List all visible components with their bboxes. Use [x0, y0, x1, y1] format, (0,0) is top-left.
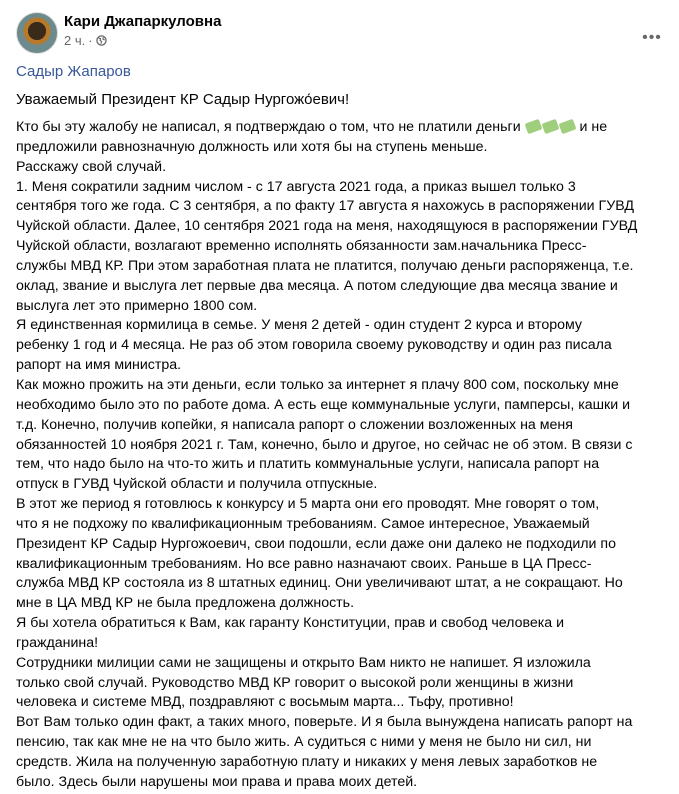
meta-separator: · — [88, 33, 93, 48]
post-line: тем, что надо было на что-то жить и платить коммунальные услуги, написала рапорт на — [16, 456, 600, 473]
post-line: рапорт на имя министра. — [16, 357, 182, 374]
post-line: ребенку 1 год и 4 месяца. Не раз об этом говорила своему руководству и один раз писала — [16, 337, 612, 354]
post-line: Расскажу свой случай. — [16, 158, 167, 175]
post-line — [16, 118, 637, 138]
post-text: и не — [575, 119, 608, 135]
post-line: средств. Жила на полученную заработную плату и никаких у меня левых заработков не — [16, 754, 598, 770]
post-time[interactable]: 2 ч. — [64, 33, 86, 48]
post-line: Президент КР Садыр Нургожоевич, свои подошли, если даже они далеко не подходили по — [16, 535, 617, 552]
post-line: квалификационным требованиям. Но все равно назначают своих. Раньше в ЦА Пресс- — [16, 555, 592, 572]
post-line: пенсию, так как мне не на что было жить. А судиться с ними у меня не было ни сил, ни — [16, 734, 592, 751]
post-line: Я единственная кормилица в семье. У меня 2 детей - один студент 2 курса и второму — [16, 317, 583, 334]
post-meta — [64, 33, 107, 48]
post-line: человека и системе МВД, поздравляют с восьмым марта... Тьфу, противно! — [16, 694, 514, 711]
post-line: Сотрудники милиции сами не защищены и открыто Вам никто не напишет. Я изложила — [16, 654, 591, 671]
post-line: В этот же период я готовлюсь к конкурсу и 5 марта они его проводят. Мне говорят о том, — [16, 496, 600, 513]
post-line: Чуйской области, возлагают временно исполнять обязанности зам.начальника Пресс- — [16, 238, 587, 255]
post-line: гражданина! — [16, 634, 99, 651]
post-line: Как можно прожить на эти деньги, если только за интернет я плачу 800 сом, поскольку мне — [16, 376, 619, 393]
post-line: предложили равнозначную должность или хотя бы на ступень меньше. — [16, 138, 488, 155]
post-line: выслуга лет это примерно 1800 сом. — [16, 297, 258, 314]
post-line: обязанностей 10 ноября 2021 г. Там, конечно, было и другое, но сейчас не об этом. В связи с — [16, 436, 633, 453]
post-line: т.д. Конечно, получив копейки, я написала рапорт о сложении возложенных на меня — [16, 416, 573, 433]
post-line: 1. Меня сократили задним числом - с 17 августа 2021 года, а приказ вышел только 3 — [16, 178, 576, 195]
post-line: служба МВД КР состояла из 8 штатных единиц. Они увеличивают штат, а не сокращают. Но — [16, 575, 623, 592]
post-line: службы МВД КР. При этом заработная плата не платится, получаю деньги распоряженца, т.е. — [16, 257, 634, 274]
post-salutation: Уважаемый Президент КР Садыр Нургожо́евич! — [16, 91, 350, 108]
post-line: только свой случай. Руководство МВД КР говорит о высокой роли женщины в жизни — [16, 674, 574, 691]
post-line: Я бы хотела обратиться к Вам, как гаранту Конституции, прав и свобод человека и — [16, 615, 565, 632]
globe-icon[interactable] — [96, 35, 107, 46]
post-line: отпуск в ГУВД Чуйской области и получила отпускные. — [16, 476, 378, 493]
post-line: Вот Вам только один факт, а таких много, поверьте. И я была вынуждена написать рапорт на — [16, 714, 633, 731]
post-line: Чуйской области. Далее, 10 сентября 2021 года на меня, находящуюся в распоряжении ГУВД — [16, 218, 638, 235]
mention-link[interactable]: Садыр Жапаров — [16, 63, 131, 80]
post-text: Кто бы эту жалобу не написал, я подтверждаю о том, что не платили деньги — [16, 119, 525, 135]
post-line: необходимо было это по работе дома. А есть еще коммунальные услуги, памперсы, кашки и — [16, 396, 631, 413]
author-name[interactable]: Кари Джапаркуловна — [64, 13, 222, 30]
post-line: что я не подхожу по квалификационным требованиям. Самое интересное, Уважаемый — [16, 515, 590, 532]
post-line: оклад, звание и выслуга лет первые два месяца. А потом следующие два месяца звание и — [16, 277, 618, 294]
post-line: было. Здесь были нарушены мои права и права моих детей. — [16, 773, 418, 790]
post-line: сентября того же года. С 3 сентября, а по факту 17 августа я нахожусь в распоряжении ГУВД — [16, 198, 634, 215]
post-body — [16, 118, 637, 793]
more-options-button[interactable]: ••• — [642, 29, 662, 46]
post-line: мне в ЦА МВД КР не была предложена должность. — [16, 595, 355, 612]
author-avatar[interactable] — [16, 12, 58, 54]
money-with-wings-icon — [525, 119, 576, 135]
